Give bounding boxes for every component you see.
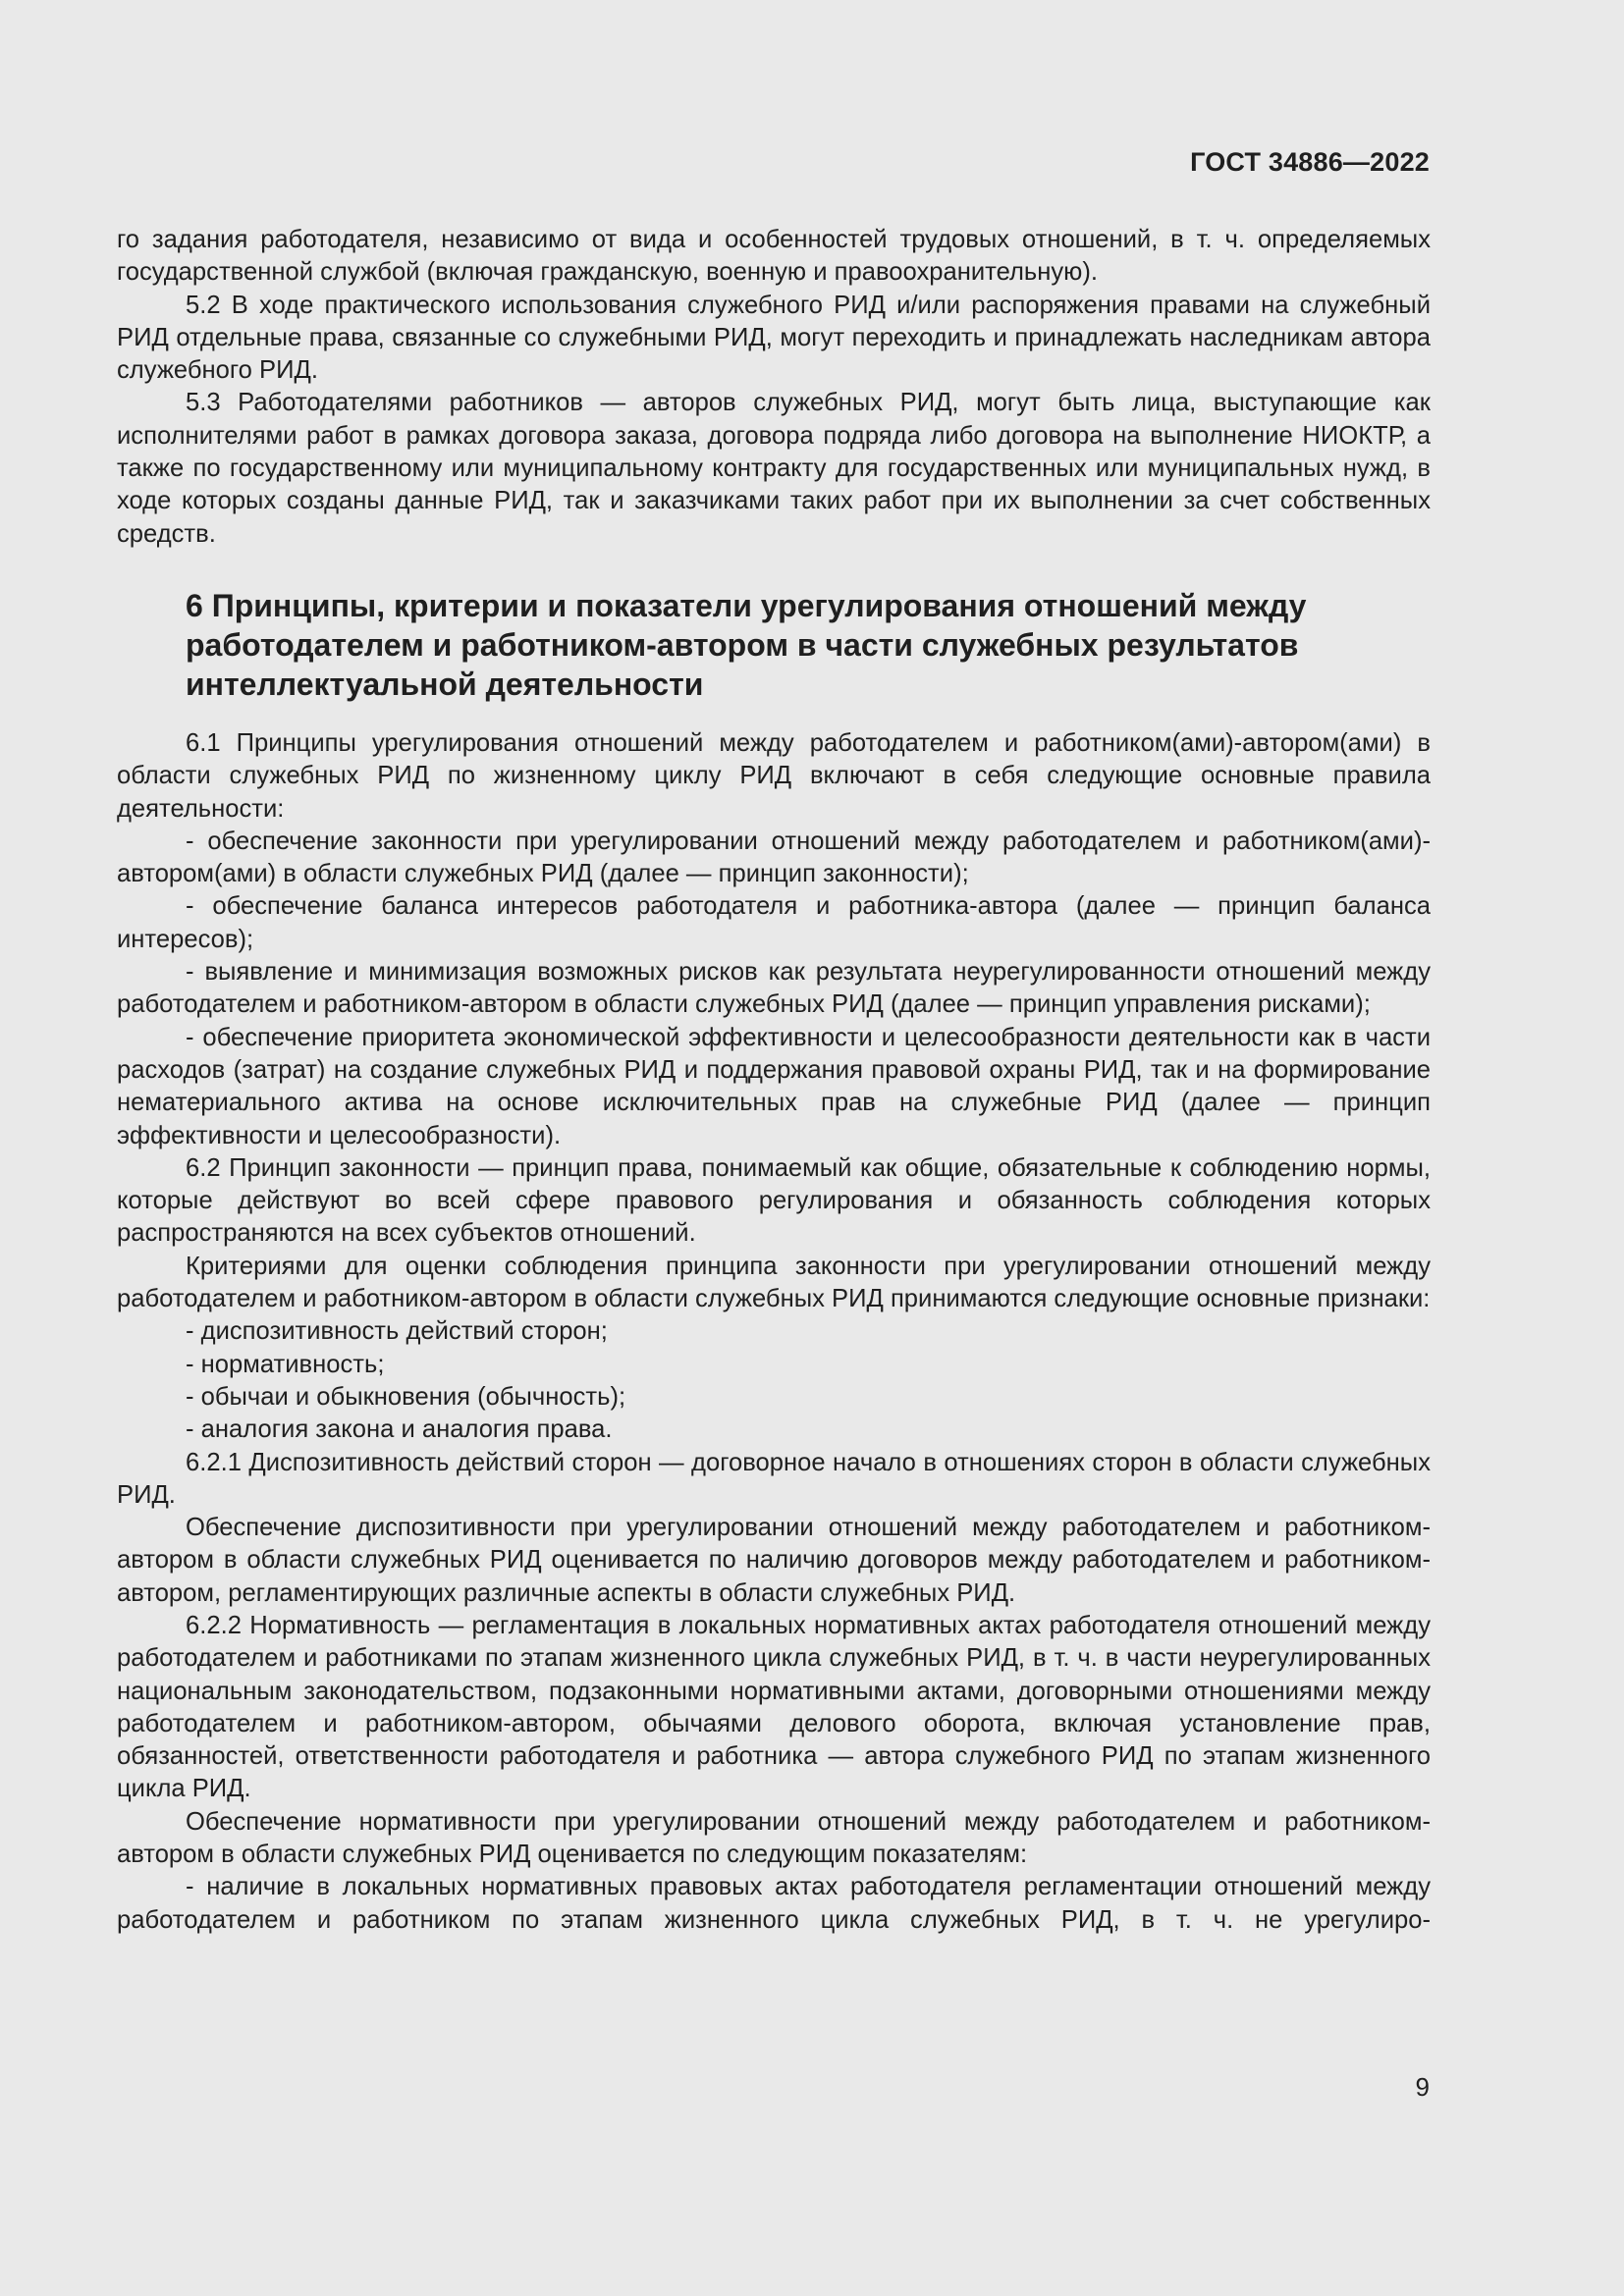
paragraph-continuation: го задания работодателя, независимо от вида и особенностей трудовых отношений, в т. ч. определяемых государственной службой (включая гражданскую, военную и правоохранительную).: [117, 226, 1431, 287]
list-item-principle-risk: - выявление и минимизация возможных рисков как результата неурегулированности отношений между работодателем и работником-автором в области служебных РИД (далее — принцип управления рисками);: [117, 958, 1431, 1019]
list-item-principle-balance: - обеспечение баланса интересов работодателя и работника-автора (далее — принцип баланса интересов);: [117, 892, 1431, 953]
paragraph-6-2: 6.2 Принцип законности — принцип права, понимаемый как общие, обязательные к соблюдению нормы, которые действуют во всей сфере правового регулирования и обязанность соблюдения которых распространяются на всех субъектов отношений.: [117, 1153, 1431, 1248]
list-item-normativity: - нормативность;: [186, 1350, 385, 1378]
list-item-local-acts: - наличие в локальных нормативных правовых актах работодателя регламентации отношений между работодателем и работником по этапам жизненного цикла служебных РИД, в т. ч. не урегулиро-: [117, 1873, 1431, 1934]
paragraph-5-3: 5.3 Работодателями работников — авторов служебных РИД, могут быть лица, выступающие как исполнителями работ в рамках договора заказа, договора подряда либо договора на выполнение НИОКТР, а также по государственному или муниципальному контракту для государственных или муниципальных нужд, в ходе которых созданы данные РИД, так и заказчиками таких работ при их выполнении за счет собственных средств.: [117, 389, 1431, 548]
page-number: 9: [1415, 2072, 1430, 2102]
paragraph-criteria: Критериями для оценки соблюдения принципа законности при урегулировании отношений между работодателем и работником-автором в области служебных РИД принимаются следующие основные признаки:: [117, 1252, 1431, 1313]
list-item-principle-legality: - обеспечение законности при урегулировании отношений между работодателем и работником(ами)-автором(ами) в области служебных РИД (далее — принцип законности);: [117, 827, 1431, 888]
paragraph-dispositivity-assessment: Обеспечение диспозитивности при урегулировании отношений между работодателем и работником-автором в области служебных РИД оценивается по наличию договоров между работодателем и работником-автором, регламентирующих различные аспекты в области служебных РИД.: [117, 1514, 1431, 1607]
list-item-dispositivity: - диспозитивность действий сторон;: [186, 1317, 608, 1346]
list-item-customs: - обычаи и обыкновения (обычность);: [186, 1382, 626, 1411]
document-code-header: ГОСТ 34886—2022: [1190, 147, 1430, 177]
section-6-heading: 6 Принципы, критерии и показатели урегулирования отношений между работодателем и работником-автором в части служебных результатов интеллектуальной деятельности: [186, 587, 1307, 702]
paragraph-5-2: 5.2 В ходе практического использования служебного РИД и/или распоряжения правами на служебный РИД отдельные права, связанные со служебными РИД, могут переходить и принадлежать наследникам автора служебного РИД.: [117, 291, 1431, 385]
paragraph-6-1: 6.1 Принципы урегулирования отношений между работодателем и работником(ами)-автором(ами) в области служебных РИД по жизненному циклу РИД включают в себя следующие основные правила деятельности:: [117, 728, 1431, 823]
list-item-principle-efficiency: - обеспечение приоритета экономической эффективности и целесообразности деятельности как в части расходов (затрат) на создание служебных РИД и поддержания правовой охраны РИД, так и на формирование нематериального актива на основе исключительных прав на служебные РИД (далее — принцип эффективности и целесообразности).: [117, 1023, 1431, 1149]
paragraph-6-2-2: 6.2.2 Нормативность — регламентация в локальных нормативных актах работодателя отношений между работодателем и работниками по этапам жизненного цикла служебных РИД, в т. ч. в части неурегулированных национальным законодательством, подзаконными нормативными актами, договорными отношениями между работодателем и работником-автором, обычаями делового оборота, включая установление прав, обязанностей, ответственности работодателя и работника — автора служебного РИД по этапам жизненного цикла РИД.: [117, 1611, 1431, 1803]
list-item-analogy: - аналогия закона и аналогия права.: [186, 1415, 613, 1444]
paragraph-6-2-1: 6.2.1 Диспозитивность действий сторон — договорное начало в отношениях сторон в области служебных РИД.: [117, 1448, 1431, 1509]
page-content: [117, 224, 1431, 1937]
paragraph-normativity-assessment: Обеспечение нормативности при урегулировании отношений между работодателем и работником-автором в области служебных РИД оценивается по следующим показателям:: [117, 1807, 1431, 1869]
